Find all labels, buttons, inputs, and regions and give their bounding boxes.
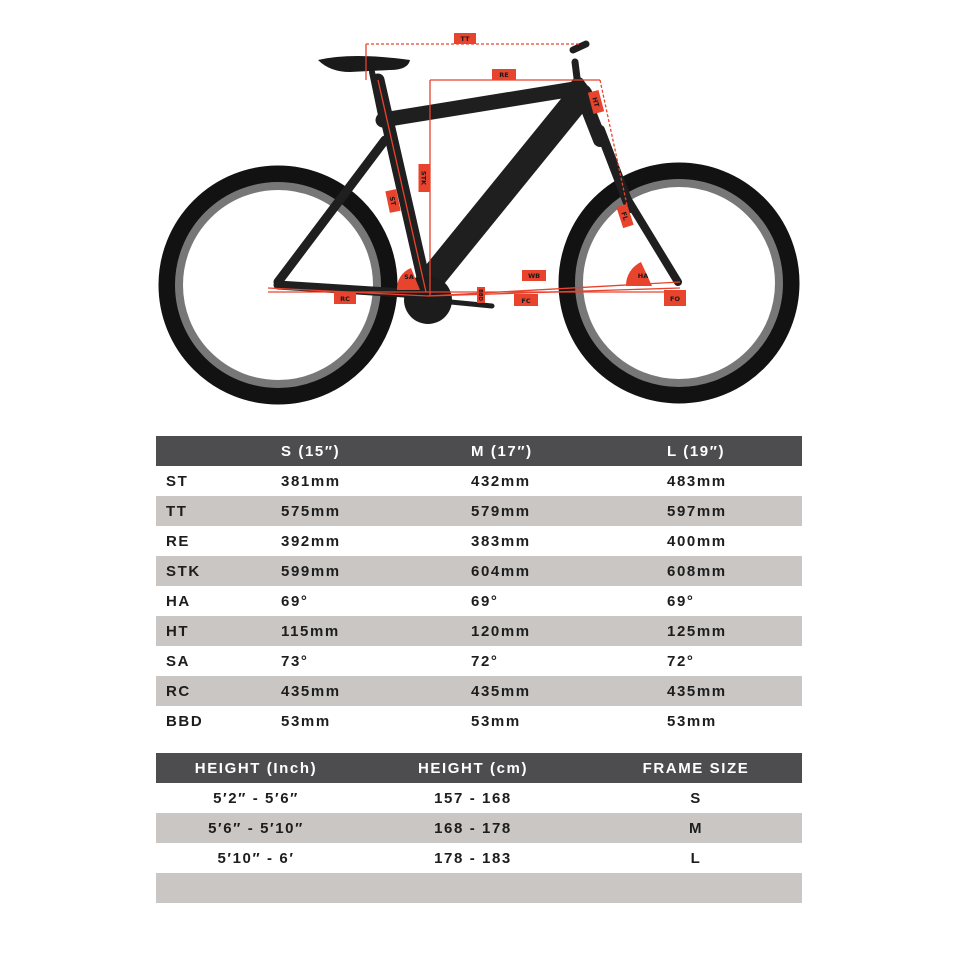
tag-label-fc: FC — [521, 297, 531, 305]
value-s: 381mm — [281, 472, 341, 490]
row-label: TT — [156, 496, 281, 526]
value-s: 575mm — [281, 496, 471, 526]
value-l: 608mm — [667, 556, 802, 586]
geometry-row-rc — [156, 676, 802, 706]
size-guide-header-row — [156, 753, 802, 783]
geometry-row-ht — [156, 616, 802, 646]
value-s: 73° — [281, 652, 309, 670]
value-m: 120mm — [471, 616, 667, 646]
tag-fc — [514, 294, 538, 306]
tag-label-ht: HT — [590, 96, 601, 108]
row-label: ST — [166, 472, 189, 490]
geometry-row-re — [156, 526, 802, 556]
tag-label-re: RE — [499, 71, 509, 79]
size-row-m — [156, 813, 802, 843]
tag-re — [492, 69, 516, 80]
value-l: 125mm — [667, 616, 802, 646]
value-m: 432mm — [471, 472, 531, 490]
geometry-row-bbd — [156, 706, 802, 736]
row-label: SA — [166, 652, 191, 670]
geometry-row-tt — [156, 496, 802, 526]
row-label: BBD — [166, 712, 204, 730]
frame-size: L — [690, 849, 702, 867]
tag-ha — [638, 272, 648, 280]
tag-label-rc: RC — [340, 295, 350, 303]
tag-label-ha: HA — [637, 272, 649, 280]
value-l: 483mm — [667, 472, 727, 490]
height-inch: 5′2″ - 5′6″ — [213, 789, 299, 807]
tag-sa — [404, 273, 414, 281]
tag-wb — [522, 270, 546, 281]
geometry-header-s: S (15″) — [281, 436, 471, 466]
geometry-table — [156, 436, 802, 736]
header-height-cm: HEIGHT (cm) — [356, 753, 590, 783]
geometry-row-sa — [156, 646, 802, 676]
tag-label-fl: FL — [619, 210, 630, 222]
height-cm: 157 - 168 — [434, 789, 512, 807]
frame-size — [590, 873, 802, 903]
tag-label-fo: FO — [670, 295, 680, 303]
frame-size: M — [590, 813, 802, 843]
geometry-row-st — [156, 466, 802, 496]
frame-size: S — [690, 789, 702, 807]
tag-label-st: ST — [387, 195, 398, 207]
value-l: 400mm — [667, 532, 727, 550]
tag-label-sa: SA — [404, 273, 414, 281]
size-guide-table — [156, 753, 802, 903]
tag-label-wb: WB — [527, 272, 541, 280]
tag-bbd — [477, 287, 485, 303]
header-height-inch: HEIGHT (Inch) — [156, 753, 356, 783]
bike-frame — [278, 44, 678, 306]
geometry-header-l: L (19″) — [667, 436, 802, 466]
tag-label-stk: STK — [419, 170, 428, 186]
row-label: STK — [156, 556, 281, 586]
tag-label-bbd: BBD — [477, 289, 483, 301]
row-label: HT — [156, 616, 281, 646]
geometry-header-m: M (17″) — [471, 436, 667, 466]
value-m: 435mm — [471, 676, 667, 706]
value-l: 597mm — [667, 496, 802, 526]
value-m: 579mm — [471, 496, 667, 526]
row-label: HA — [166, 592, 191, 610]
value-l: 69° — [667, 592, 695, 610]
bike-geometry-diagram — [0, 0, 960, 420]
value-m: 604mm — [471, 556, 667, 586]
value-l: 435mm — [667, 676, 802, 706]
height-cm — [356, 873, 590, 903]
value-s: 392mm — [281, 532, 341, 550]
row-label: RC — [156, 676, 281, 706]
saddle — [318, 56, 410, 72]
geometry-row-stk — [156, 556, 802, 586]
height-cm: 178 - 183 — [434, 849, 512, 867]
value-l: 72° — [667, 652, 695, 670]
geometry-header-row — [156, 436, 802, 466]
value-l: 53mm — [667, 712, 717, 730]
value-m: 53mm — [471, 712, 521, 730]
tag-rc — [334, 292, 356, 304]
tag-tt — [454, 33, 476, 44]
value-m: 72° — [471, 652, 499, 670]
row-label: RE — [166, 532, 191, 550]
size-row-s — [156, 783, 802, 813]
height-inch: 5′6″ - 5′10″ — [156, 813, 356, 843]
value-m: 383mm — [471, 532, 531, 550]
geometry-header-blank — [156, 436, 281, 466]
value-s: 599mm — [281, 556, 471, 586]
height-cm: 168 - 178 — [356, 813, 590, 843]
size-row-empty — [156, 873, 802, 903]
value-m: 69° — [471, 592, 499, 610]
tag-fo — [664, 290, 686, 306]
geometry-row-ha — [156, 586, 802, 616]
tag-label-tt: TT — [460, 35, 470, 43]
size-row-l — [156, 843, 802, 873]
value-s: 435mm — [281, 676, 471, 706]
height-inch: 5′10″ - 6′ — [217, 849, 295, 867]
value-s: 53mm — [281, 712, 331, 730]
value-s: 69° — [281, 592, 309, 610]
tag-stk — [419, 164, 430, 192]
header-frame-size: FRAME SIZE — [590, 753, 802, 783]
height-inch — [156, 873, 356, 903]
value-s: 115mm — [281, 616, 471, 646]
